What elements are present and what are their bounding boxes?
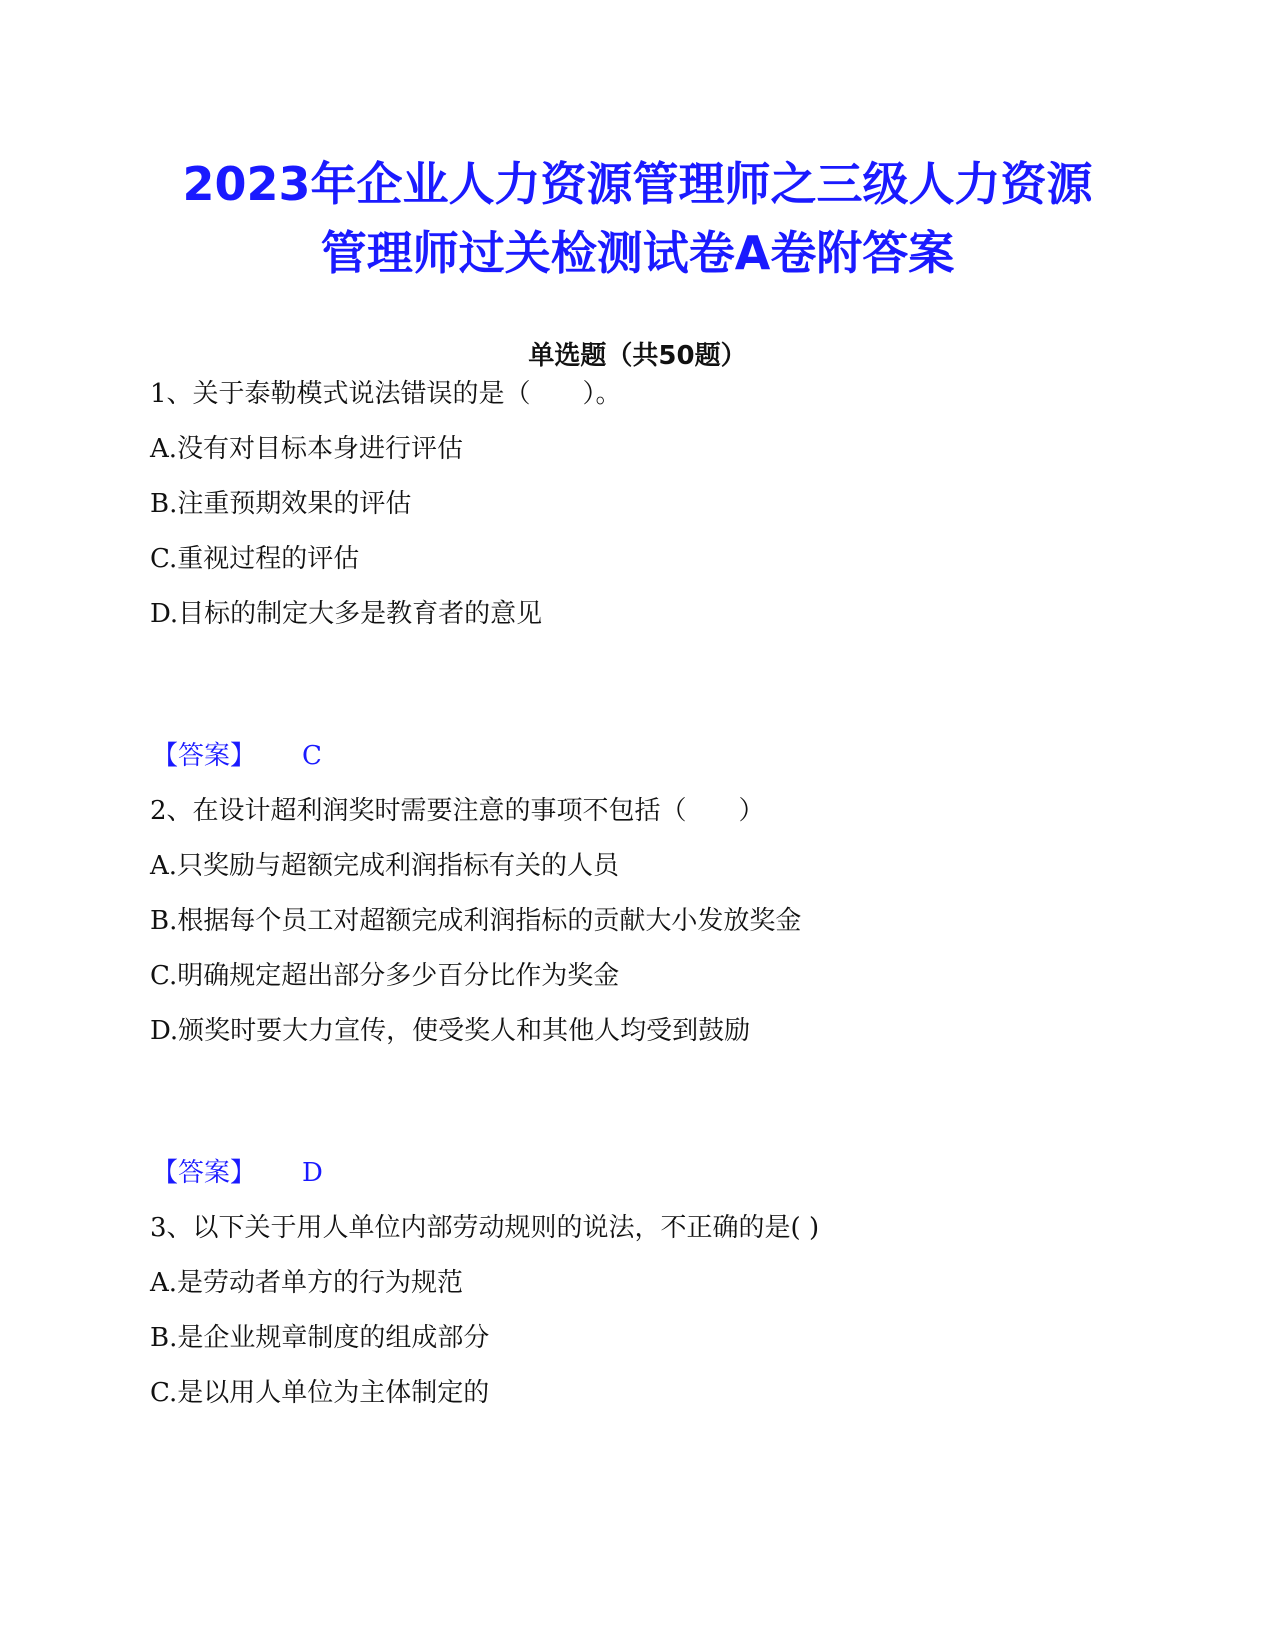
answer-value: C bbox=[302, 741, 322, 771]
document-title-line-2: 管理师过关检测试卷A卷附答案 bbox=[320, 226, 955, 280]
question-1-option-c: C.重视过程的评估 bbox=[150, 544, 360, 574]
question-2-option-c: C.明确规定超出部分多少百分比作为奖金 bbox=[150, 961, 620, 991]
answer-label: 【答案】 bbox=[152, 1158, 257, 1188]
question-3-stem: 3、以下关于用人单位内部劳动规则的说法，不正确的是( ) bbox=[150, 1213, 820, 1243]
question-3-option-a: A.是劳动者单方的行为规范 bbox=[150, 1268, 464, 1298]
answer-label: 【答案】 bbox=[152, 741, 257, 771]
question-1-answer bbox=[152, 738, 322, 774]
question-1-stem: 1、关于泰勒模式说法错误的是（ ）。 bbox=[150, 379, 622, 409]
question-1-option-a: A.没有对目标本身进行评估 bbox=[150, 434, 464, 464]
question-2-stem: 2、在设计超利润奖时需要注意的事项不包括（ ） bbox=[150, 796, 765, 826]
question-2-option-d: D.颁奖时要大力宣传，使受奖人和其他人均受到鼓励 bbox=[150, 1016, 751, 1046]
question-2-option-b: B.根据每个员工对超额完成利润指标的贡献大小发放奖金 bbox=[150, 906, 802, 936]
question-2-option-a: A.只奖励与超额完成利润指标有关的人员 bbox=[150, 851, 620, 881]
question-1-option-b: B.注重预期效果的评估 bbox=[150, 489, 412, 519]
question-3-option-c: C.是以用人单位为主体制定的 bbox=[150, 1378, 490, 1408]
answer-value: D bbox=[302, 1158, 323, 1188]
question-1-option-d: D.目标的制定大多是教育者的意见 bbox=[150, 599, 543, 629]
question-3-option-b: B.是企业规章制度的组成部分 bbox=[150, 1323, 490, 1353]
document-title-line-1: 2023年企业人力资源管理师之三级人力资源 bbox=[182, 157, 1093, 211]
question-2-answer bbox=[152, 1155, 323, 1191]
section-heading: 单选题（共50题） bbox=[528, 341, 747, 371]
